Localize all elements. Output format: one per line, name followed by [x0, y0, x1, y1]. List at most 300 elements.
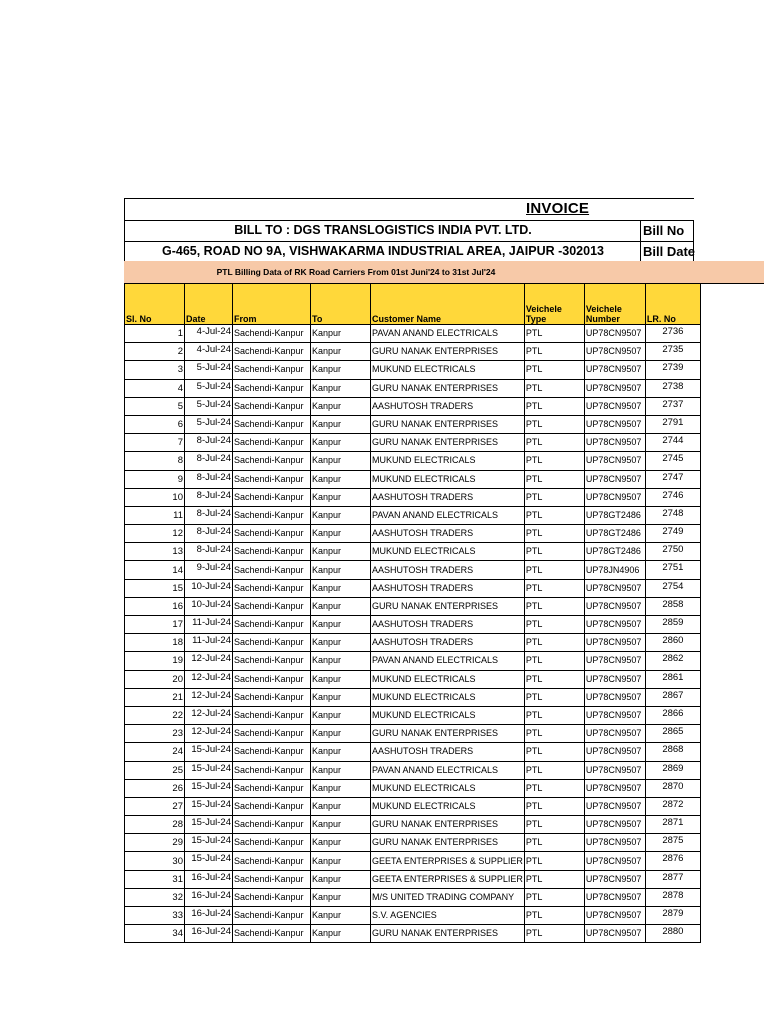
cell-date: 12-Jul-24	[185, 670, 233, 688]
invoice-title-row	[124, 198, 694, 220]
cell-from: Sachendi-Kanpur	[233, 415, 311, 433]
cell-to: Kanpur	[311, 579, 371, 597]
cell-to: Kanpur	[311, 561, 371, 579]
cell-customer-name: MUKUND ELECTRICALS	[371, 670, 525, 688]
table-row	[125, 525, 701, 543]
cell-to: Kanpur	[311, 506, 371, 524]
cell-vehicle-type: PTL	[524, 488, 584, 506]
cell-from: Sachendi-Kanpur	[233, 870, 311, 888]
cell-to: Kanpur	[311, 343, 371, 361]
table-row	[125, 506, 701, 524]
cell-lr-no: 2880	[645, 925, 700, 943]
cell-vehicle-type: PTL	[524, 725, 584, 743]
cell-lr-no: 2860	[645, 634, 700, 652]
cell-customer-name: AASHUTOSH TRADERS	[371, 579, 525, 597]
cell-lr-no: 2791	[645, 415, 700, 433]
cell-from: Sachendi-Kanpur	[233, 725, 311, 743]
cell-sl-no: 9	[125, 470, 185, 488]
cell-vehicle-number: UP78CN9507	[584, 852, 645, 870]
cell-vehicle-type: PTL	[524, 616, 584, 634]
cell-vehicle-type: PTL	[524, 343, 584, 361]
cell-vehicle-number: UP78GT2486	[584, 525, 645, 543]
cell-vehicle-number: UP78CN9507	[584, 797, 645, 815]
cell-vehicle-type: PTL	[524, 452, 584, 470]
cell-sl-no: 17	[125, 616, 185, 634]
cell-lr-no: 2878	[645, 888, 700, 906]
cell-date: 8-Jul-24	[185, 525, 233, 543]
cell-customer-name: GURU NANAK ENTERPRISES	[371, 379, 525, 397]
cell-sl-no: 20	[125, 670, 185, 688]
table-row	[125, 452, 701, 470]
cell-to: Kanpur	[311, 470, 371, 488]
cell-lr-no: 2866	[645, 706, 700, 724]
table-row	[125, 706, 701, 724]
cell-date: 10-Jul-24	[185, 597, 233, 615]
cell-lr-no: 2738	[645, 379, 700, 397]
cell-lr-no: 2735	[645, 343, 700, 361]
cell-date: 5-Jul-24	[185, 379, 233, 397]
cell-customer-name: AASHUTOSH TRADERS	[371, 525, 525, 543]
cell-date: 8-Jul-24	[185, 506, 233, 524]
cell-to: Kanpur	[311, 543, 371, 561]
cell-date: 15-Jul-24	[185, 834, 233, 852]
table-row	[125, 779, 701, 797]
cell-date: 15-Jul-24	[185, 797, 233, 815]
cell-vehicle-type: PTL	[524, 379, 584, 397]
cell-lr-no: 2877	[645, 870, 700, 888]
cell-from: Sachendi-Kanpur	[233, 506, 311, 524]
cell-customer-name: PAVAN ANAND ELECTRICALS	[371, 506, 525, 524]
cell-lr-no: 2879	[645, 907, 700, 925]
cell-to: Kanpur	[311, 743, 371, 761]
cell-to: Kanpur	[311, 670, 371, 688]
cell-from: Sachendi-Kanpur	[233, 761, 311, 779]
cell-customer-name: M/S UNITED TRADING COMPANY	[371, 888, 525, 906]
cell-vehicle-type: PTL	[524, 761, 584, 779]
cell-lr-no: 2867	[645, 688, 700, 706]
cell-vehicle-number: UP78CN9507	[584, 725, 645, 743]
cell-sl-no: 10	[125, 488, 185, 506]
cell-date: 4-Jul-24	[185, 343, 233, 361]
cell-customer-name: MUKUND ELECTRICALS	[371, 797, 525, 815]
cell-date: 11-Jul-24	[185, 634, 233, 652]
cell-sl-no: 4	[125, 379, 185, 397]
cell-to: Kanpur	[311, 688, 371, 706]
cell-date: 8-Jul-24	[185, 470, 233, 488]
cell-vehicle-number: UP78CN9507	[584, 870, 645, 888]
cell-to: Kanpur	[311, 597, 371, 615]
table-row	[125, 761, 701, 779]
cell-to: Kanpur	[311, 488, 371, 506]
cell-vehicle-type: PTL	[524, 797, 584, 815]
cell-customer-name: MUKUND ELECTRICALS	[371, 470, 525, 488]
table-row	[125, 325, 701, 343]
cell-sl-no: 16	[125, 597, 185, 615]
cell-lr-no: 2748	[645, 506, 700, 524]
cell-sl-no: 30	[125, 852, 185, 870]
address-text: G-465, ROAD NO 9A, VISHWAKARMA INDUSTRIAL AREA, JAIPUR -302013	[162, 244, 604, 258]
cell-vehicle-type: PTL	[524, 525, 584, 543]
cell-to: Kanpur	[311, 634, 371, 652]
cell-from: Sachendi-Kanpur	[233, 816, 311, 834]
cell-date: 5-Jul-24	[185, 361, 233, 379]
cell-sl-no: 12	[125, 525, 185, 543]
cell-lr-no: 2875	[645, 834, 700, 852]
invoice-header	[124, 198, 694, 262]
table-row	[125, 597, 701, 615]
cell-date: 8-Jul-24	[185, 452, 233, 470]
table-row	[125, 415, 701, 433]
cell-from: Sachendi-Kanpur	[233, 688, 311, 706]
table-row	[125, 397, 701, 415]
cell-lr-no: 2754	[645, 579, 700, 597]
cell-lr-no: 2872	[645, 797, 700, 815]
cell-date: 16-Jul-24	[185, 907, 233, 925]
cell-from: Sachendi-Kanpur	[233, 597, 311, 615]
header-vehicle-number: Veichele Number	[584, 284, 645, 325]
cell-date: 15-Jul-24	[185, 816, 233, 834]
cell-date: 15-Jul-24	[185, 761, 233, 779]
table-row	[125, 343, 701, 361]
cell-from: Sachendi-Kanpur	[233, 670, 311, 688]
cell-sl-no: 6	[125, 415, 185, 433]
cell-to: Kanpur	[311, 779, 371, 797]
cell-to: Kanpur	[311, 434, 371, 452]
cell-vehicle-number: UP78CN9507	[584, 779, 645, 797]
cell-vehicle-type: PTL	[524, 597, 584, 615]
table-row	[125, 888, 701, 906]
invoice-title: INVOICE	[526, 200, 590, 217]
cell-customer-name: GURU NANAK ENTERPRISES	[371, 597, 525, 615]
table-header-row	[125, 284, 701, 325]
cell-vehicle-type: PTL	[524, 361, 584, 379]
cell-lr-no: 2869	[645, 761, 700, 779]
cell-vehicle-number: UP78CN9507	[584, 397, 645, 415]
table-row	[125, 379, 701, 397]
cell-sl-no: 25	[125, 761, 185, 779]
cell-vehicle-number: UP78CN9507	[584, 670, 645, 688]
cell-vehicle-type: PTL	[524, 816, 584, 834]
cell-date: 12-Jul-24	[185, 688, 233, 706]
cell-sl-no: 11	[125, 506, 185, 524]
cell-customer-name: MUKUND ELECTRICALS	[371, 543, 525, 561]
cell-to: Kanpur	[311, 870, 371, 888]
table-row	[125, 652, 701, 670]
cell-vehicle-type: PTL	[524, 907, 584, 925]
table-row	[125, 561, 701, 579]
cell-sl-no: 31	[125, 870, 185, 888]
cell-sl-no: 3	[125, 361, 185, 379]
cell-from: Sachendi-Kanpur	[233, 779, 311, 797]
table-row	[125, 743, 701, 761]
cell-sl-no: 23	[125, 725, 185, 743]
cell-customer-name: GEETA ENTERPRISES & SUPPLIER	[371, 852, 525, 870]
cell-lr-no: 2868	[645, 743, 700, 761]
cell-from: Sachendi-Kanpur	[233, 343, 311, 361]
table-row	[125, 925, 701, 943]
cell-lr-no: 2739	[645, 361, 700, 379]
cell-customer-name: GURU NANAK ENTERPRISES	[371, 925, 525, 943]
cell-to: Kanpur	[311, 525, 371, 543]
table-row	[125, 579, 701, 597]
cell-from: Sachendi-Kanpur	[233, 852, 311, 870]
cell-from: Sachendi-Kanpur	[233, 706, 311, 724]
cell-sl-no: 21	[125, 688, 185, 706]
cell-date: 10-Jul-24	[185, 579, 233, 597]
cell-date: 4-Jul-24	[185, 325, 233, 343]
table-row	[125, 816, 701, 834]
cell-to: Kanpur	[311, 706, 371, 724]
cell-vehicle-number: UP78CN9507	[584, 470, 645, 488]
cell-vehicle-type: PTL	[524, 670, 584, 688]
bill-date-label: Bill Date	[640, 241, 694, 262]
cell-customer-name: MUKUND ELECTRICALS	[371, 361, 525, 379]
cell-date: 16-Jul-24	[185, 888, 233, 906]
cell-customer-name: AASHUTOSH TRADERS	[371, 743, 525, 761]
cell-sl-no: 7	[125, 434, 185, 452]
cell-vehicle-type: PTL	[524, 470, 584, 488]
cell-from: Sachendi-Kanpur	[233, 743, 311, 761]
cell-from: Sachendi-Kanpur	[233, 652, 311, 670]
cell-from: Sachendi-Kanpur	[233, 907, 311, 925]
cell-vehicle-number: UP78CN9507	[584, 616, 645, 634]
cell-to: Kanpur	[311, 761, 371, 779]
cell-lr-no: 2749	[645, 525, 700, 543]
cell-vehicle-number: UP78CN9507	[584, 579, 645, 597]
cell-vehicle-number: UP78CN9507	[584, 361, 645, 379]
cell-from: Sachendi-Kanpur	[233, 379, 311, 397]
cell-vehicle-number: UP78CN9507	[584, 688, 645, 706]
cell-sl-no: 1	[125, 325, 185, 343]
cell-from: Sachendi-Kanpur	[233, 434, 311, 452]
cell-from: Sachendi-Kanpur	[233, 525, 311, 543]
table-row	[125, 870, 701, 888]
cell-lr-no: 2750	[645, 543, 700, 561]
cell-vehicle-number: UP78CN9507	[584, 452, 645, 470]
cell-from: Sachendi-Kanpur	[233, 616, 311, 634]
cell-to: Kanpur	[311, 379, 371, 397]
table-row	[125, 488, 701, 506]
table-row	[125, 470, 701, 488]
cell-customer-name: MUKUND ELECTRICALS	[371, 688, 525, 706]
cell-customer-name: GEETA ENTERPRISES & SUPPLIER	[371, 870, 525, 888]
cell-vehicle-type: PTL	[524, 543, 584, 561]
cell-sl-no: 24	[125, 743, 185, 761]
cell-from: Sachendi-Kanpur	[233, 488, 311, 506]
cell-date: 16-Jul-24	[185, 925, 233, 943]
cell-customer-name: GURU NANAK ENTERPRISES	[371, 725, 525, 743]
cell-customer-name: GURU NANAK ENTERPRISES	[371, 343, 525, 361]
cell-from: Sachendi-Kanpur	[233, 543, 311, 561]
cell-date: 8-Jul-24	[185, 434, 233, 452]
cell-lr-no: 2747	[645, 470, 700, 488]
cell-vehicle-type: PTL	[524, 434, 584, 452]
cell-sl-no: 15	[125, 579, 185, 597]
cell-sl-no: 33	[125, 907, 185, 925]
cell-vehicle-number: UP78CN9507	[584, 925, 645, 943]
cell-lr-no: 2876	[645, 852, 700, 870]
header-from: From	[233, 284, 311, 325]
cell-customer-name: MUKUND ELECTRICALS	[371, 452, 525, 470]
cell-to: Kanpur	[311, 907, 371, 925]
table-row	[125, 434, 701, 452]
cell-vehicle-number: UP78GT2486	[584, 506, 645, 524]
cell-from: Sachendi-Kanpur	[233, 888, 311, 906]
cell-from: Sachendi-Kanpur	[233, 579, 311, 597]
cell-vehicle-type: PTL	[524, 779, 584, 797]
bill-to-text: BILL TO : DGS TRANSLOGISTICS INDIA PVT. LTD.	[234, 223, 532, 237]
cell-to: Kanpur	[311, 452, 371, 470]
cell-vehicle-type: PTL	[524, 415, 584, 433]
cell-to: Kanpur	[311, 888, 371, 906]
billing-table	[124, 283, 701, 943]
cell-date: 5-Jul-24	[185, 397, 233, 415]
table-row	[125, 688, 701, 706]
cell-to: Kanpur	[311, 834, 371, 852]
cell-date: 15-Jul-24	[185, 743, 233, 761]
cell-lr-no: 2746	[645, 488, 700, 506]
cell-vehicle-type: PTL	[524, 634, 584, 652]
cell-lr-no: 2870	[645, 779, 700, 797]
cell-lr-no: 2865	[645, 725, 700, 743]
cell-lr-no: 2862	[645, 652, 700, 670]
cell-sl-no: 8	[125, 452, 185, 470]
cell-vehicle-type: PTL	[524, 852, 584, 870]
cell-to: Kanpur	[311, 652, 371, 670]
cell-vehicle-type: PTL	[524, 506, 584, 524]
cell-sl-no: 27	[125, 797, 185, 815]
cell-vehicle-number: UP78CN9507	[584, 816, 645, 834]
cell-to: Kanpur	[311, 852, 371, 870]
cell-from: Sachendi-Kanpur	[233, 834, 311, 852]
cell-vehicle-type: PTL	[524, 561, 584, 579]
cell-vehicle-number: UP78CN9507	[584, 634, 645, 652]
cell-date: 8-Jul-24	[185, 543, 233, 561]
cell-vehicle-number: UP78CN9507	[584, 597, 645, 615]
header-vehicle-type: Veichele Type	[524, 284, 584, 325]
cell-date: 15-Jul-24	[185, 779, 233, 797]
cell-lr-no: 2737	[645, 397, 700, 415]
cell-customer-name: GURU NANAK ENTERPRISES	[371, 834, 525, 852]
cell-to: Kanpur	[311, 816, 371, 834]
cell-customer-name: AASHUTOSH TRADERS	[371, 397, 525, 415]
billing-subtitle-band	[124, 261, 764, 284]
cell-customer-name: AASHUTOSH TRADERS	[371, 616, 525, 634]
cell-lr-no: 2859	[645, 616, 700, 634]
bill-to-row	[124, 220, 694, 241]
cell-date: 11-Jul-24	[185, 616, 233, 634]
cell-lr-no: 2861	[645, 670, 700, 688]
cell-date: 16-Jul-24	[185, 870, 233, 888]
cell-vehicle-number: UP78CN9507	[584, 652, 645, 670]
cell-to: Kanpur	[311, 616, 371, 634]
cell-from: Sachendi-Kanpur	[233, 925, 311, 943]
cell-to: Kanpur	[311, 725, 371, 743]
cell-vehicle-number: UP78CN9507	[584, 907, 645, 925]
cell-sl-no: 32	[125, 888, 185, 906]
header-customer-name: Customer Name	[371, 284, 525, 325]
cell-vehicle-type: PTL	[524, 706, 584, 724]
cell-customer-name: AASHUTOSH TRADERS	[371, 488, 525, 506]
table-row	[125, 361, 701, 379]
table-row	[125, 797, 701, 815]
cell-from: Sachendi-Kanpur	[233, 470, 311, 488]
table-row	[125, 616, 701, 634]
table-body	[125, 325, 701, 943]
table-row	[125, 670, 701, 688]
cell-customer-name: GURU NANAK ENTERPRISES	[371, 434, 525, 452]
cell-date: 12-Jul-24	[185, 725, 233, 743]
cell-from: Sachendi-Kanpur	[233, 361, 311, 379]
cell-lr-no: 2751	[645, 561, 700, 579]
cell-customer-name: GURU NANAK ENTERPRISES	[371, 816, 525, 834]
header-lr-no: LR. No	[645, 284, 700, 325]
cell-sl-no: 28	[125, 816, 185, 834]
cell-lr-no: 2736	[645, 325, 700, 343]
cell-from: Sachendi-Kanpur	[233, 634, 311, 652]
cell-customer-name: PAVAN ANAND ELECTRICALS	[371, 761, 525, 779]
cell-vehicle-type: PTL	[524, 325, 584, 343]
cell-vehicle-type: PTL	[524, 870, 584, 888]
cell-sl-no: 26	[125, 779, 185, 797]
cell-vehicle-type: PTL	[524, 652, 584, 670]
cell-vehicle-type: PTL	[524, 834, 584, 852]
cell-lr-no: 2744	[645, 434, 700, 452]
header-date: Date	[185, 284, 233, 325]
cell-vehicle-number: UP78CN9507	[584, 888, 645, 906]
cell-customer-name: AASHUTOSH TRADERS	[371, 561, 525, 579]
cell-sl-no: 34	[125, 925, 185, 943]
cell-vehicle-number: UP78CN9507	[584, 488, 645, 506]
cell-to: Kanpur	[311, 797, 371, 815]
cell-customer-name: PAVAN ANAND ELECTRICALS	[371, 652, 525, 670]
cell-vehicle-number: UP78CN9507	[584, 434, 645, 452]
cell-lr-no: 2745	[645, 452, 700, 470]
cell-vehicle-number: UP78CN9507	[584, 379, 645, 397]
cell-from: Sachendi-Kanpur	[233, 561, 311, 579]
header-to: To	[311, 284, 371, 325]
cell-date: 8-Jul-24	[185, 488, 233, 506]
cell-vehicle-number: UP78JN4906	[584, 561, 645, 579]
cell-customer-name: MUKUND ELECTRICALS	[371, 779, 525, 797]
cell-lr-no: 2871	[645, 816, 700, 834]
cell-to: Kanpur	[311, 397, 371, 415]
cell-vehicle-type: PTL	[524, 579, 584, 597]
bill-no-label: Bill No	[640, 220, 694, 241]
cell-from: Sachendi-Kanpur	[233, 797, 311, 815]
cell-vehicle-type: PTL	[524, 397, 584, 415]
address-row	[124, 241, 694, 262]
cell-sl-no: 18	[125, 634, 185, 652]
cell-from: Sachendi-Kanpur	[233, 325, 311, 343]
cell-customer-name: PAVAN ANAND ELECTRICALS	[371, 325, 525, 343]
table-row	[125, 834, 701, 852]
cell-from: Sachendi-Kanpur	[233, 452, 311, 470]
cell-to: Kanpur	[311, 361, 371, 379]
header-sl-no: Sl. No	[125, 284, 185, 325]
cell-customer-name: AASHUTOSH TRADERS	[371, 634, 525, 652]
cell-date: 12-Jul-24	[185, 652, 233, 670]
cell-sl-no: 29	[125, 834, 185, 852]
cell-vehicle-type: PTL	[524, 688, 584, 706]
cell-vehicle-number: UP78CN9507	[584, 761, 645, 779]
cell-vehicle-number: UP78CN9507	[584, 325, 645, 343]
cell-sl-no: 19	[125, 652, 185, 670]
cell-vehicle-number: UP78CN9507	[584, 834, 645, 852]
cell-date: 9-Jul-24	[185, 561, 233, 579]
cell-sl-no: 5	[125, 397, 185, 415]
cell-vehicle-number: UP78GT2486	[584, 543, 645, 561]
